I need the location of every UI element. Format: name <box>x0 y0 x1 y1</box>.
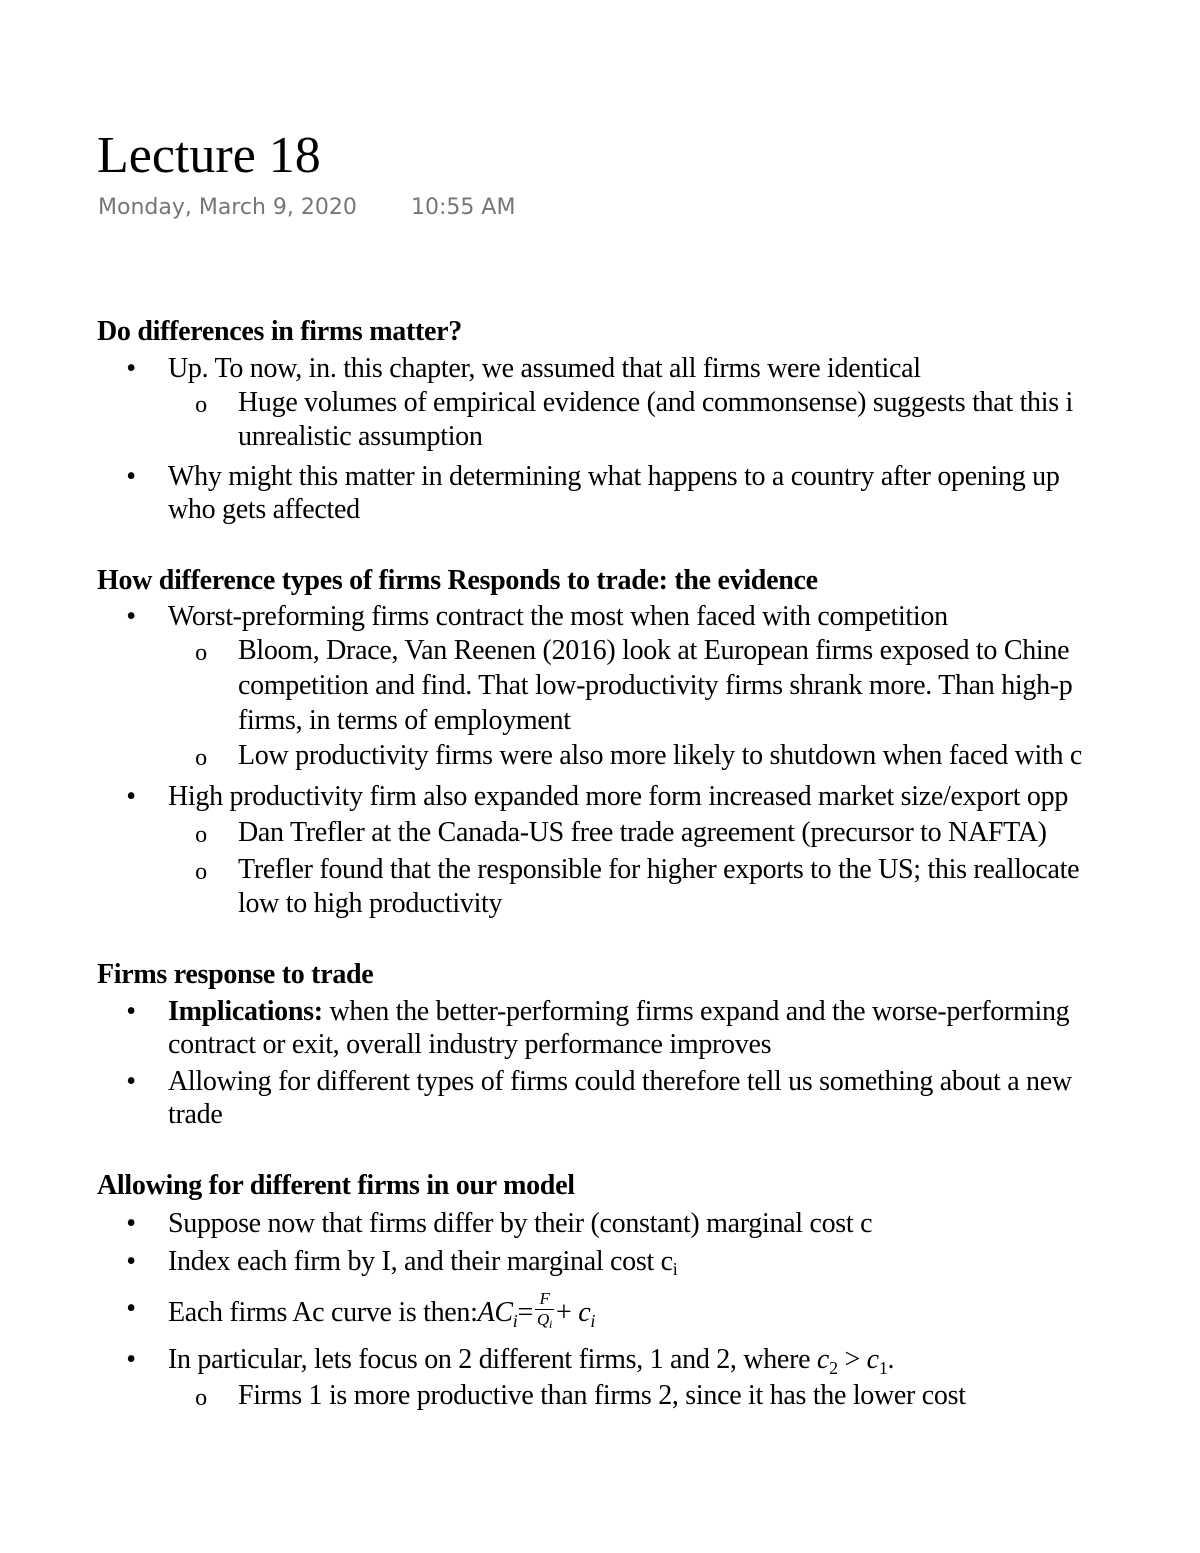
sub-list-item: Dan Trefler at the Canada-US free trade agreement (precursor to NAFTA) <box>238 817 1047 848</box>
formula-c2-subscript: 2 <box>829 1358 838 1378</box>
formula-q: Q <box>537 1310 549 1329</box>
sub-list-item-continuation: low to high productivity <box>238 888 503 919</box>
sub-bullet-marker: o <box>195 1385 207 1411</box>
formula-q-subscript: i <box>548 1317 553 1331</box>
formula-plus: + <box>556 1296 579 1328</box>
sub-bullet-marker: o <box>195 859 207 885</box>
sub-list-item-continuation: competition and find. That low-productivity firms shrank more. Than high-p <box>238 670 1073 701</box>
list-item: Suppose now that firms differ by their (constant) marginal cost c <box>168 1208 873 1239</box>
sub-list-item-continuation: firms, in terms of employment <box>238 705 571 736</box>
formula-greater-than: > <box>837 1344 867 1375</box>
section-heading-evidence: How difference types of firms Responds to trade: the evidence <box>97 565 818 596</box>
sub-list-item: Trefler found that the responsible for higher exports to the US; this reallocate <box>238 854 1080 885</box>
implications-text: when the better-performing firms expand and the worse-performing <box>322 996 1070 1027</box>
bullet-marker: • <box>126 601 136 632</box>
list-item: Allowing for different types of firms could therefore tell us something about a new <box>168 1066 1072 1097</box>
bullet-marker: • <box>126 1246 136 1277</box>
section-heading-firms-response: Firms response to trade <box>97 959 374 990</box>
formula-c1: c <box>866 1344 879 1375</box>
list-item-continuation: trade <box>168 1099 223 1130</box>
page-title: Lecture 18 <box>97 127 321 184</box>
formula-period: . <box>887 1344 895 1375</box>
bullet-marker: • <box>126 461 136 492</box>
formula-fraction <box>535 1289 554 1334</box>
section-heading-firm-differences: Do differences in firms matter? <box>97 316 462 347</box>
bullet-marker: • <box>126 1293 136 1324</box>
index-text: Index each firm by I, and their marginal cost c <box>168 1246 673 1277</box>
list-item: High productivity firm also expanded more form increased market size/export opp <box>168 781 1069 812</box>
list-item-continuation: contract or exit, overall industry performance improves <box>168 1029 772 1060</box>
sub-list-item: Bloom, Drace, Van Reenen (2016) look at European firms exposed to Chine <box>238 635 1070 666</box>
list-item <box>168 1289 596 1338</box>
sub-bullet-marker: o <box>195 640 207 666</box>
list-item: Worst-preforming firms contract the most when faced with competition <box>168 601 948 632</box>
formula-ac-subscript: i <box>512 1310 518 1331</box>
bullet-marker: • <box>126 1066 136 1097</box>
bullet-marker: • <box>126 781 136 812</box>
bullet-marker: • <box>126 1344 136 1375</box>
sub-bullet-marker: o <box>195 822 207 848</box>
bullet-marker: • <box>126 353 136 384</box>
implications-label: Implications: <box>168 996 323 1027</box>
formula-c: c <box>578 1296 591 1328</box>
list-item-continuation: who gets affected <box>168 494 360 525</box>
formula-c-subscript: i <box>590 1310 596 1331</box>
formula-numerator: F <box>535 1289 554 1310</box>
formula-c1-subscript: 1 <box>878 1358 888 1378</box>
formula-equals: = <box>517 1296 533 1328</box>
list-item <box>168 1245 677 1286</box>
formula-c2: c <box>816 1344 830 1375</box>
list-item: Why might this matter in determining what happens to a country after opening up <box>168 461 1060 492</box>
ac-curve-text: Each firms Ac curve is then: <box>168 1296 478 1328</box>
index-subscript: i <box>672 1259 678 1279</box>
list-item: Up. To now, in. this chapter, we assumed that all firms were identical <box>168 353 921 384</box>
sub-list-item: Low productivity firms were also more likely to shutdown when faced with c <box>238 740 1083 771</box>
formula-denominator <box>535 1310 554 1334</box>
section-heading-model: Allowing for different firms in our model <box>97 1170 575 1201</box>
bullet-marker: • <box>126 1208 136 1239</box>
two-firms-text: In particular, lets focus on 2 different firms, 1 and 2, where <box>168 1344 817 1375</box>
bullet-marker: • <box>126 996 136 1027</box>
sub-list-item: Firms 1 is more productive than firms 2, since it has the lower cost <box>238 1380 966 1411</box>
note-date: Monday, March 9, 2020 <box>98 195 357 220</box>
sub-bullet-marker: o <box>195 745 207 771</box>
sub-list-item: Huge volumes of empirical evidence (and commonsense) suggests that this i <box>238 387 1073 418</box>
sub-bullet-marker: o <box>195 392 207 418</box>
formula-ac: AC <box>477 1296 513 1328</box>
list-item <box>168 995 1069 1029</box>
note-time: 10:55 AM <box>411 195 516 220</box>
sub-list-item-continuation: unrealistic assumption <box>238 421 483 452</box>
